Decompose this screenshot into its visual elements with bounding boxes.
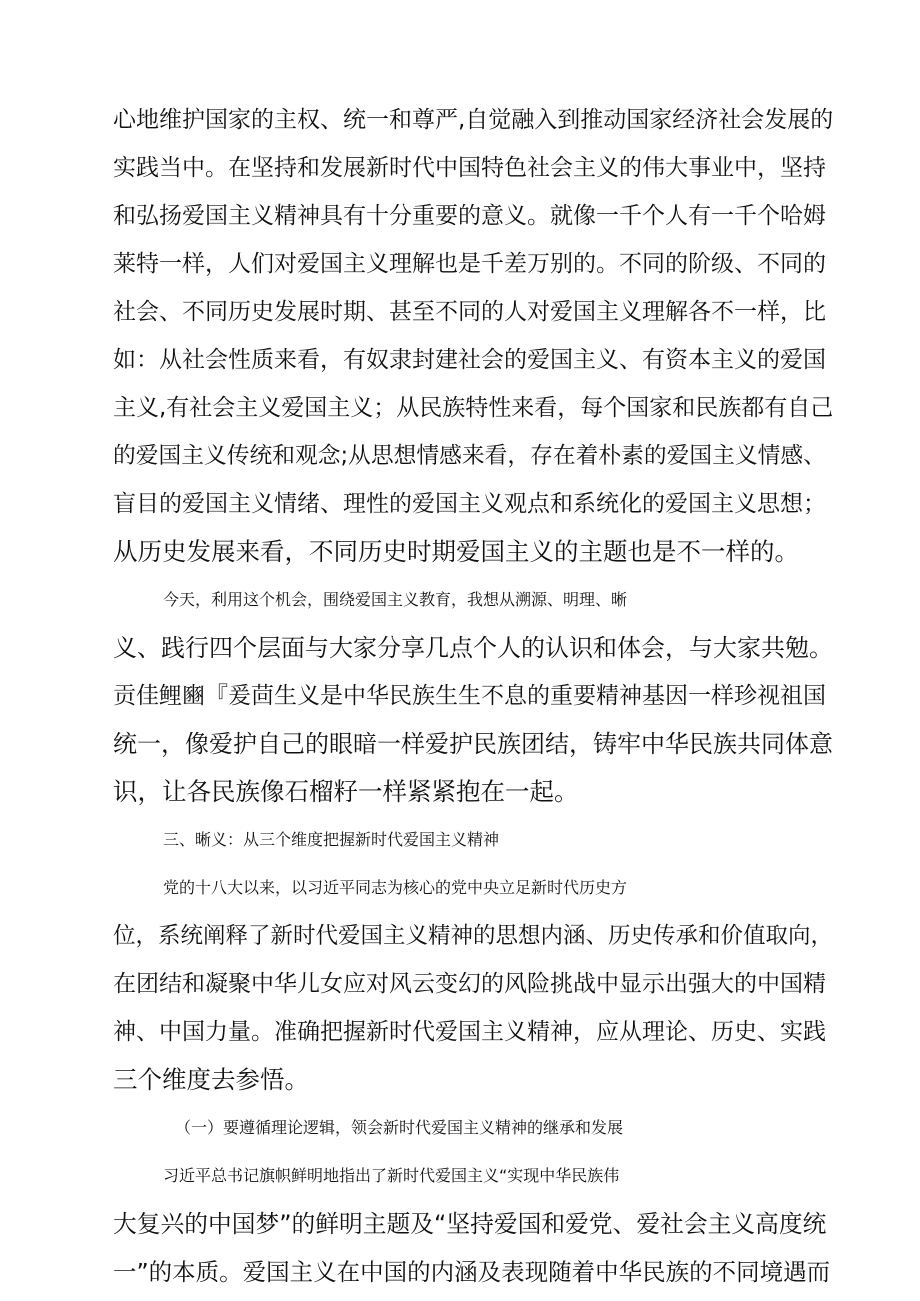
- paragraph-first-line: 今天，利用这个机会，围绕爱国主义教育，我想从溯源、明理、晰: [163, 590, 628, 609]
- body-text-line: 主义,有社会主义爱国主义；从民族特性来看，每个国家和民族都有自己: [113, 395, 834, 421]
- body-text-line: 如：从社会性质来看，有奴隶封建社会的爱国主义、有资本主义的爱国: [113, 347, 826, 373]
- body-text-line: 贡佳鲤豳『爰茴生义是中华民族生生不息的重要精神基因一样珍视祖国: [113, 683, 826, 709]
- body-text-line: 神、中国力量。准确把握新时代爱国主义精神，应从理论、历史、实践: [113, 1019, 826, 1045]
- body-text-line: 一”的本质。爱国主义在中国的内涵及表现随着中华民族的不同境遇而: [113, 1258, 831, 1286]
- body-text-line: 三个维度去参悟。: [113, 1065, 309, 1094]
- body-text-line: 和弘扬爱国主义精神具有十分重要的意义。就像一千个人有一千个哈姆: [113, 203, 826, 229]
- subsection-heading: （一）要遵循理论逻辑，领会新时代爱国主义精神的继承和发展: [175, 1118, 624, 1137]
- body-text-line: 的爱国主义传统和观念;从思想情感来看，存在着朴素的爱国主义情感、: [113, 443, 826, 469]
- body-text-line: 社会、不同历史发展时期、甚至不同的人对爱国主义理解各不一样，比: [113, 299, 826, 325]
- body-text-line: 莱特一样，人们对爱国主义理解也是千差万别的。不同的阶级、不同的: [113, 251, 826, 277]
- body-text-line: 识，让各民族像石榴籽一样紧紧抱在一起。: [113, 777, 579, 806]
- body-text-line: 大复兴的中国梦”的鲜明主题及“坚持爱国和爱党、爱社会主义高度统: [113, 1210, 827, 1238]
- body-text-line: 心地维护国家的主权、统一和尊严,自觉融入到推动国家经济社会发展的: [113, 107, 834, 133]
- body-text-line: 义、践行四个层面与大家分享几点个人的认识和体会，与大家共勉。: [113, 634, 833, 662]
- body-text-line: 统一，像爱护自己的眼暗一样爱护民族团结，铸牢中华民族共同体意: [113, 730, 833, 758]
- body-text-line: 实践当中。在坚持和发展新时代中国特色社会主义的伟大事业中，坚持: [113, 155, 826, 181]
- body-text-line: 盲目的爱国主义情绪、理性的爱国主义观点和系统化的爱国主义思想；: [113, 491, 826, 517]
- section-heading: 三、晰义：从三个维度把握新时代爱国主义精神: [163, 830, 500, 849]
- paragraph-first-line: 习近平总书记旗帜鲜明地指出了新时代爱国主义“实现中华民族伟: [163, 1166, 620, 1185]
- body-text-line: 从历史发展来看，不同历史时期爱国主义的主题也是不一样的。: [113, 537, 799, 566]
- body-text-line: 在团结和凝聚中华儿女应对风云变幻的风险挑战中显示出强大的中国精: [113, 971, 826, 997]
- paragraph-first-line: 党的十八大以来，以习近平同志为核心的党中央立足新时代历史方: [163, 878, 628, 897]
- body-text-line: 位，系统阐释了新时代爱国主义精神的思想内涵、历史传承和价值取向，: [113, 923, 834, 949]
